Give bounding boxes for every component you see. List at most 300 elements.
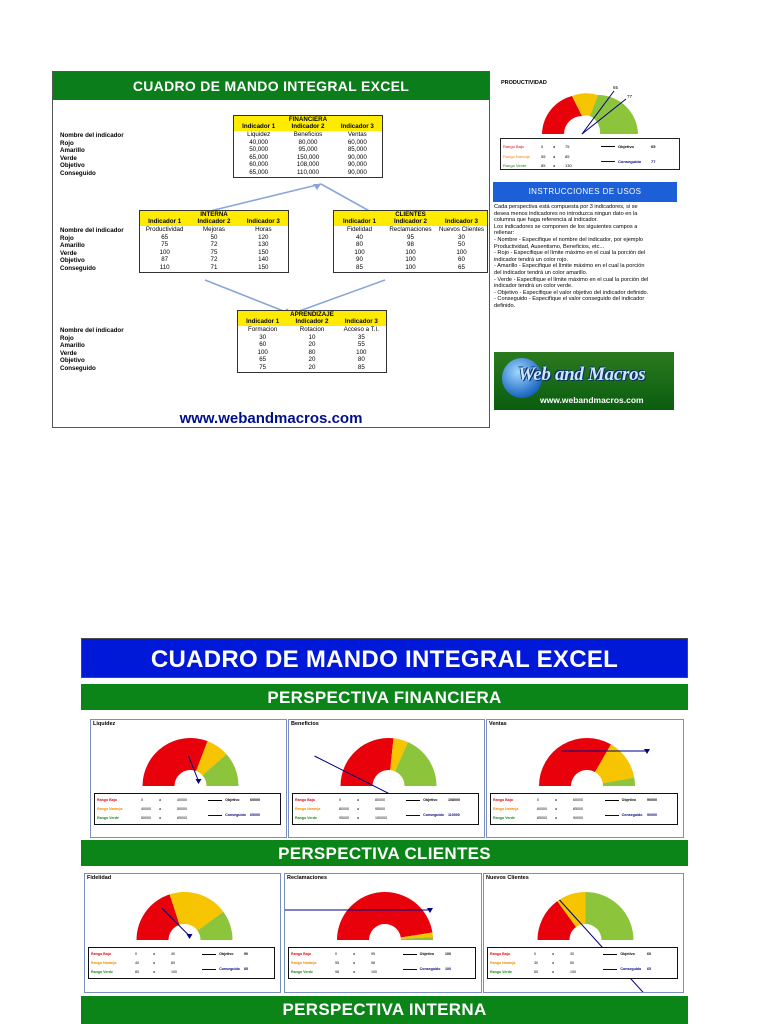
table-cell: 150,000 [296,153,320,161]
legend-objetivo-value: 90 [244,952,248,956]
gauge-legend [88,947,275,979]
legend-value: 0 [335,952,337,956]
objetivo-line-icon [601,146,615,147]
legend-objetivo-label: Objetivo [419,952,435,956]
table-cell: 95,000 [298,146,318,154]
table-cell: 65 [458,263,465,271]
legend-value: 95 [371,952,375,956]
legend-value: 0 [541,144,544,149]
gauge-legend [94,793,281,825]
table-row [140,256,288,264]
table-cell: 55 [357,341,365,349]
row-label: Verde [60,349,77,357]
instruction-line: indicador tendrá un color rojo. [494,256,569,263]
legend-value: 40 [171,952,175,956]
legend-conseguido-value: 65000 [250,813,260,817]
gauge-name: Liquidez [93,721,116,727]
legend-rango-verde: Rango Verde [490,970,512,974]
table-cell: 100 [356,348,367,356]
table-cell: 10 [308,333,316,341]
legend-value: 65000 [177,816,187,820]
legend-conseguido-value: 65 [647,967,651,971]
table-cell: 100 [257,348,268,356]
legend-objetivo-label: Objetivo [225,798,240,802]
table-cell: 85 [356,263,363,271]
instruction-line: - Objetivo - Especifique el valor objetivo del indicador definido. [494,289,649,296]
legend-value: a [153,970,155,974]
instruction-line: columna que haga referencia al indicador. [494,217,598,224]
table-cell: Beneficios [293,131,323,138]
legend-value: a [555,798,557,802]
legend-value: a [553,144,556,149]
header-cell: Indicador 1 [148,218,182,225]
table-header [334,218,487,226]
table-cell: 20 [308,363,316,371]
table-financiera [233,115,383,178]
gauge-legend [487,947,678,979]
legend-value: 50 [570,961,574,965]
legend-value: 95000 [375,807,385,811]
table-cell: 90,000 [347,161,367,169]
table-cell: Mejoras [202,226,225,233]
row-label: Verde [60,249,77,257]
gauge-panel-fidelidad [84,873,281,993]
legend-conseguido-label: Conseguido [225,813,246,817]
legend-value: a [357,798,359,802]
table-row [234,154,382,162]
table-cell: 60,000 [249,161,269,169]
legend-value: 80 [135,970,139,974]
table-title: APRENDIZAJE [238,311,386,318]
row-label: Amarillo [60,147,85,155]
legend-value: a [153,952,155,956]
legend-value: 95000 [339,816,349,820]
table-cell: 150 [258,248,269,256]
balanced-scorecard-sheet [52,71,490,428]
instruction-line: definido. [494,302,516,309]
legend-value: 75 [565,144,570,149]
legend-objetivo-value: 60000 [250,798,260,802]
table-row [334,264,487,272]
legend-objetivo-label: Objetivo [423,798,438,802]
header-cell: Indicador 2 [295,318,329,325]
legend-value: a [159,807,161,811]
legend-value: 80 [171,961,175,965]
table-cell: 85 [357,363,365,371]
table-cell: 40 [356,233,363,241]
header-cell: Indicador 1 [242,123,276,130]
legend-rango-verde: Rango Verde [503,163,527,168]
table-cell: 65 [161,233,169,241]
table-cell: 90 [356,256,363,264]
dashboard-title: CUADRO DE MANDO INTEGRAL EXCEL [81,638,688,678]
row-labels-financiera [60,132,124,178]
gauge-panel-nuevos-clientes [483,873,684,993]
table-cell: 80,000 [298,138,318,146]
table-cell: 50 [210,233,218,241]
legend-rango-bajo: Rango Bajo [503,144,524,149]
table-cell: 95 [407,233,414,241]
legend-value: 0 [135,952,137,956]
conseguido-line-icon [403,969,417,970]
legend-rango-verde: Rango Verde [91,970,113,974]
legend-value: a [353,970,355,974]
gauge-red-zone [337,892,432,940]
legend-value: 40000 [177,798,187,802]
legend-value: a [555,816,557,820]
table-row [334,234,487,242]
table-cell: Nuevos Clientes [438,226,485,233]
table-row [234,131,382,139]
table-header [238,318,386,326]
gauge-green-zone [590,95,638,134]
table-cell: Fidelidad [346,226,373,233]
table-cell: Ventas [347,131,367,138]
legend-objetivo-label: Objetivo [620,952,635,956]
gauge-red-zone [341,738,394,786]
gauge-panel-reclamaciones [284,873,482,993]
legend-value: 100 [570,970,576,974]
table-cell: 75 [161,241,169,249]
legend-rango-bajo: Rango Bajo [291,952,311,956]
legend-value: 50 [534,970,538,974]
table-cell: Formacion [248,326,278,333]
legend-conseguido-value: 85 [244,967,248,971]
instruction-line: - Rojo - Especifique el límite máximo en el cual la porción del [494,250,646,257]
table-cell: 60 [259,341,267,349]
legend-rango-naranja: Rango Naranja [295,807,321,811]
table-row [140,241,288,249]
legend-rango-naranja: Rango Naranja [91,961,117,965]
legend-value: a [357,816,359,820]
website-link[interactable]: www.webandmacros.com [179,410,363,427]
table-cell: 110,000 [297,168,319,176]
table-row [238,349,386,357]
legend-value: a [159,816,161,820]
instruction-line: - Amarillo - Especifique el límite máximo en el cual la porción [494,263,645,270]
header-cell: Indicador 3 [246,218,280,225]
row-label: Conseguido [60,169,96,177]
gauge-needle-tip [196,779,202,784]
legend-value: a [159,798,161,802]
legend-value: 60000 [573,798,583,802]
header-cell: Indicador 1 [246,318,280,325]
legend-value: 0 [141,798,143,802]
instruction-line: - Verde - Especifique el límite máximo en el cual la porción del [494,276,649,283]
row-label: Conseguido [60,264,96,272]
table-title: FINANCIERA [234,116,382,123]
band-clientes: PERSPECTIVA CLIENTES [81,840,688,866]
table-row [334,241,487,249]
table-cell: Liquidez [247,131,271,138]
row-label: Rojo [60,334,74,342]
row-label: Nombre del indicador [60,327,124,334]
table-cell: 110 [159,263,170,271]
table-cell: 150 [258,263,269,271]
gauge-legend [292,793,479,825]
legend-rango-verde: Rango Verde [295,816,317,820]
table-cell: 30 [259,333,267,341]
table-cell: 30 [458,233,465,241]
table-cell: Reclamaciones [389,226,432,233]
legend-conseguido-label: Conseguido [423,813,444,817]
table-row [140,264,288,272]
table-cell: Productividad [145,226,184,233]
conseguido-line-icon [406,815,420,816]
legend-rango-verde: Rango Verde [97,816,119,820]
table-cell: Acceso a T.I. [343,326,379,333]
objetivo-line-icon [406,800,420,801]
legend-objetivo-value: 60 [647,952,651,956]
table-cell: 65,000 [249,168,269,176]
conseguido-line-icon [603,969,617,970]
table-cell: 80 [356,241,363,249]
legend-objetivo-value: 90000 [647,798,657,802]
table-cell: 80 [357,356,365,364]
table-cell: 20 [308,341,316,349]
legend-value: 40 [135,961,139,965]
conseguido-line-icon [202,969,216,970]
table-cell: 50 [458,241,465,249]
legend-conseguido-value: 110000 [448,813,460,817]
header-cell: Indicador 2 [393,218,427,225]
table-row [234,146,382,154]
row-label: Objetivo [60,357,85,365]
legend-conseguido-label: Conseguido [219,967,240,971]
legend-value: 95 [335,961,339,965]
legend-value: a [357,807,359,811]
instruction-line: Productividad, Ausentismo, Beneficios, etc... [494,243,605,250]
header-cell: Indicador 3 [444,218,478,225]
instruction-line: rellenar: [494,230,515,237]
legend-value: a [353,952,355,956]
table-cell: 100 [405,256,416,264]
legend-value: 0 [534,952,536,956]
instruction-line: del indicador tendrá un color amarillo. [494,269,588,276]
sheet-title: CUADRO DE MANDO INTEGRAL EXCEL [53,72,489,100]
legend-value: 55 [541,154,546,159]
instruction-line: desea menos indicadores no introduzca ningun dato en la [494,210,638,217]
table-row [140,226,288,234]
table-cell: Rotacion [299,326,325,333]
gauge-panel-beneficios [288,719,485,838]
table-cell: Horas [255,226,272,233]
table-cell: 90,000 [347,168,367,176]
legend-value: 85000 [573,807,583,811]
legend-rango-verde: Rango Verde [291,970,313,974]
table-cell: 98 [407,241,414,249]
gauge-name: Beneficios [291,721,319,727]
row-label: Nombre del indicador [60,227,124,234]
table-row [238,326,386,334]
table-row [334,256,487,264]
table-cell: 75 [259,363,267,371]
instruction-line: - Conseguido - Especifique el valor conseguido del indicador [494,296,645,303]
legend-value: 100 [371,970,377,974]
legend-objetivo-label: Objetivo [618,144,635,149]
row-label: Verde [60,154,77,162]
legend-rango-bajo: Rango Bajo [493,798,513,802]
table-cell: 60 [458,256,465,264]
gauge-name: Nuevos Clientes [486,875,529,881]
legend-value: 130 [565,163,572,168]
legend-rango-bajo: Rango Bajo [97,798,117,802]
legend-value: 85000 [537,816,547,820]
objetivo-line-icon [403,954,417,955]
row-labels-interna [60,227,124,273]
table-row [140,234,288,242]
table-cell: 108,000 [296,161,320,169]
legend-value: 98 [371,961,375,965]
legend-value: 40000 [141,807,151,811]
legend-objetivo-label: Objetivo [621,798,637,802]
table-cell: 90,000 [347,153,367,161]
table-cell: 100 [456,248,467,256]
table-row [238,356,386,364]
table-cell: 65 [259,356,267,364]
legend-objetivo-value: 100 [445,952,451,956]
header-cell: Indicador 3 [344,318,378,325]
table-cell: 71 [210,263,218,271]
instruction-line: - Nombre - Especifique el nombre del indicador, por ejemplo [494,236,643,243]
legend-rango-naranja: Rango Naranja [97,807,123,811]
legend-value: 85 [565,154,570,159]
productividad-gauge [530,82,680,138]
table-cell: 50,000 [249,146,269,154]
legend-value: 30 [570,952,574,956]
legend-value: a [553,154,556,159]
header-cell: Indicador 3 [340,123,374,130]
header-cell: Indicador 2 [197,218,231,225]
table-row [234,139,382,147]
row-label: Nombre del indicador [60,132,124,139]
row-label: Objetivo [60,162,85,170]
table-cell: 72 [210,256,218,264]
legend-value: 85 [541,163,546,168]
table-title: INTERNA [140,211,288,218]
table-cell: 72 [210,241,218,249]
instructions-title: INSTRUCCIONES DE USOS [493,182,677,202]
table-row [238,341,386,349]
header-cell: Indicador 1 [342,218,376,225]
row-label: Objetivo [60,257,85,265]
legend-value: 0 [537,798,539,802]
table-cell: 80 [308,348,316,356]
legend-conseguido-label: Conseguido [618,159,642,164]
legend-value: a [353,961,355,965]
table-cell: 65,000 [249,153,269,161]
gauge-legend [490,793,678,825]
legend-value: 150000 [375,816,387,820]
table-header [234,123,382,131]
legend-value: a [553,163,556,168]
legend-conseguido-label: Conseguido [419,967,441,971]
band-interna: PERSPECTIVA INTERNA [81,996,688,1024]
row-label: Conseguido [60,364,96,372]
gauge-red-zone [539,738,611,786]
band-financiera: PERSPECTIVA FINANCIERA [81,684,688,710]
legend-conseguido-label: Conseguido [620,967,642,971]
table-clientes [333,210,488,273]
gauge-name: Fidelidad [87,875,112,881]
table-row [140,249,288,257]
table-cell: 20 [308,356,316,364]
table-row [238,364,386,372]
table-cell: 35 [357,333,365,341]
legend-value: 80000 [339,807,349,811]
legend-value: 30 [534,961,538,965]
conseguido-line-icon [208,815,222,816]
table-cell: 100 [405,263,416,271]
legend-rango-bajo: Rango Bajo [490,952,510,956]
table-row [238,334,386,342]
legend-value: a [153,961,155,965]
objetivo-line-icon [202,954,216,955]
table-row [334,226,487,234]
table-cell: 100 [354,248,365,256]
gauge-needle-tip [187,934,193,939]
gauge-panel-liquidez [90,719,287,838]
legend-conseguido-label: Conseguido [621,813,643,817]
legend-objetivo-value: 65 [651,144,656,149]
table-cell: 85,000 [347,146,367,154]
objetivo-line-icon [605,800,619,801]
logo-url: www.webandmacros.com [540,395,644,405]
legend-rango-naranja: Rango Naranja [291,961,317,965]
table-row [334,249,487,257]
table-aprendizaje [237,310,387,373]
instruction-line: Los indicadores se componen de los siguientes campos a [494,223,638,230]
legend-value: 100 [171,970,177,974]
legend-value: 50000 [141,816,151,820]
table-cell: 140 [258,256,269,264]
legend-value: a [552,970,554,974]
gauge-tick-a: 65 [613,85,619,90]
gauge-name: Ventas [489,721,507,727]
row-label: Amarillo [60,242,85,250]
row-label: Rojo [60,234,74,242]
legend-rango-verde: Rango Verde [493,816,515,820]
table-interna [139,210,289,273]
gauge-tick-b: 77 [627,94,633,99]
instruction-line: indicador tendrá un color verde. [494,283,573,290]
legend-value: 80000 [375,798,385,802]
productividad-title: PRODUCTIVIDAD [501,80,547,86]
row-label: Amarillo [60,342,85,350]
web-and-macros-logo[interactable] [494,352,674,410]
header-cell: Indicador 2 [291,123,325,130]
gauge-green-zone [586,892,634,940]
table-cell: 100 [405,248,416,256]
conseguido-line-icon [605,815,619,816]
legend-objetivo-value: 108000 [448,798,460,802]
gauge-legend [288,947,476,979]
instructions-text [494,204,676,310]
gauge-panel-ventas [486,719,684,838]
table-title: CLIENTES [334,211,487,218]
legend-value: 60000 [537,807,547,811]
productividad-legend [500,138,680,170]
objetivo-line-icon [603,954,617,955]
table-cell: 100 [159,248,170,256]
table-header [140,218,288,226]
table-cell: 130 [258,241,269,249]
legend-rango-bajo: Rango Bajo [295,798,315,802]
table-cell: 60,000 [347,138,367,146]
legend-conseguido-value: 90000 [647,813,657,817]
table-cell: 75 [210,248,218,256]
gauge-name: Reclamaciones [287,875,328,881]
